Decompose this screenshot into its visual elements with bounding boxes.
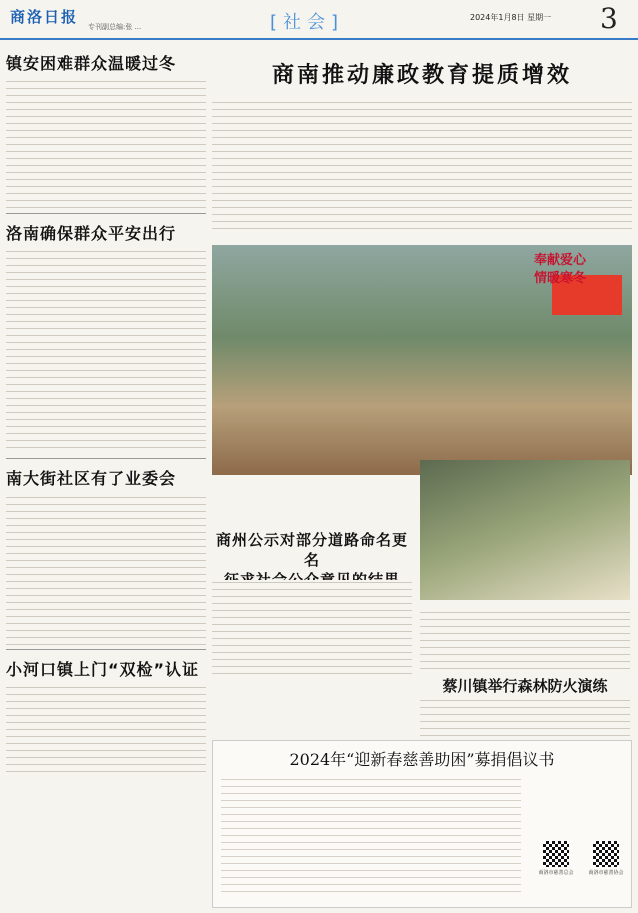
qr-label: 商洛市慈善总会 (538, 870, 574, 876)
article-title: 南大街社区有了业委会 (6, 469, 177, 489)
issue-date: 2024年1月8日 星期一 (470, 13, 552, 22)
article-title: 洛南确保群众平安出行 (6, 224, 177, 244)
donation-appeal (212, 740, 632, 908)
masthead-subtitle: 专刊副总编:张 ... (88, 23, 142, 31)
divider (6, 649, 206, 650)
lead-headline: 商南推动廉政教育提质增效 (271, 62, 572, 88)
article-body (6, 79, 206, 209)
article-title: 小河口镇上门“双检”认证 (6, 659, 200, 679)
article-body (6, 249, 206, 454)
newspaper-logo: 商洛日报 (10, 8, 79, 26)
news-photo-2 (420, 460, 630, 600)
divider (6, 458, 206, 459)
article-body (6, 685, 206, 777)
photo-headline-line: 情暖寒冬 (533, 271, 586, 286)
right-article-body (420, 610, 630, 670)
notice-body (212, 580, 412, 675)
qr-code-icon (543, 841, 569, 867)
appeal-body (221, 777, 521, 897)
photo-headline (500, 252, 620, 288)
section-name: [社会] (270, 12, 345, 33)
left-column (6, 44, 206, 777)
divider (6, 213, 206, 214)
qr-label: 商洛市慈善协会 (588, 870, 624, 876)
article-title: 镇安困难群众温暖过冬 (6, 54, 177, 73)
photo-headline-line: 奉献爱心 (533, 253, 586, 268)
notice-headline-line: 商州公示对部分道路命名更名 (215, 531, 408, 569)
qr-code-icon (593, 841, 619, 867)
fire-drill-headline: 蔡川镇举行森林防火演练 (442, 677, 608, 695)
masthead (0, 0, 638, 40)
appeal-title: 2024年“迎新春慈善助困”募捐倡议书 (289, 750, 555, 769)
fire-drill-body (420, 698, 630, 738)
lead-article-body (212, 100, 632, 235)
article-body (6, 495, 206, 645)
page-number: 3 (600, 2, 618, 35)
